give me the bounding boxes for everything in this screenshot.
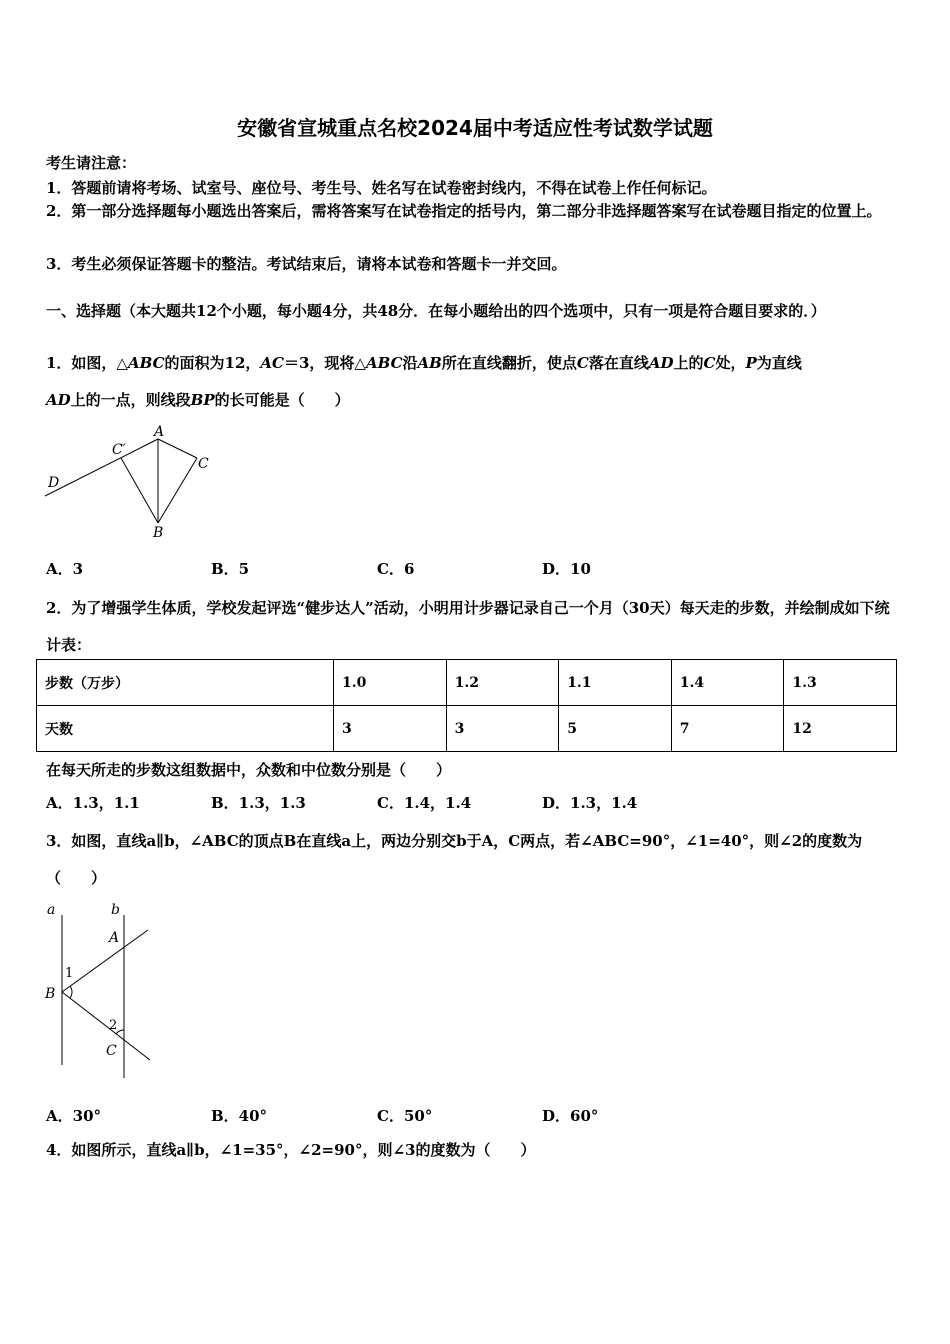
q2-days-cell: 3 bbox=[446, 706, 559, 752]
q1-text: 上的一点，则线段 bbox=[70, 391, 191, 409]
q2-option-a[interactable]: A．1.3，1.1 bbox=[46, 794, 140, 812]
notice-heading: 考生请注意： bbox=[46, 154, 137, 172]
q2-row1-label: 步数（万步） bbox=[37, 660, 334, 706]
q1-var: AB bbox=[417, 354, 442, 372]
q3-label-angle-1: 1 bbox=[65, 966, 74, 981]
q2-steps-cell: 1.4 bbox=[671, 660, 784, 706]
q1-option-c[interactable]: C．6 bbox=[377, 560, 415, 578]
q3-label-a-line: a bbox=[47, 902, 56, 918]
q1-label-b: B bbox=[153, 525, 164, 541]
q2-steps-cell: 1.0 bbox=[334, 660, 447, 706]
table-row bbox=[37, 706, 897, 752]
q3-label-b-line: b bbox=[111, 902, 120, 918]
q2-option-b[interactable]: B．1.3，1.3 bbox=[211, 794, 306, 812]
q1-line-ad bbox=[45, 439, 158, 496]
q1-var: AD bbox=[648, 354, 674, 372]
q3-option-b[interactable]: B．40° bbox=[211, 1107, 268, 1125]
q1-text: 上的 bbox=[673, 354, 704, 372]
q1-text: 落在直线 bbox=[588, 354, 649, 372]
q1-text: 1．如图，△ bbox=[46, 354, 128, 372]
q1-seg-cb bbox=[158, 458, 197, 523]
q1-label-a: A bbox=[154, 424, 165, 440]
q2-steps-cell: 1.2 bbox=[446, 660, 559, 706]
q3-text: 3．如图，直线a∥b，∠ABC的顶点B在直线a上，两边分别交b于A，C两点，若∠ABC=90°，∠1=40°，则∠2的度数为（ ） bbox=[46, 832, 863, 887]
q1-var: AC bbox=[260, 354, 284, 372]
q1-var: AD bbox=[46, 391, 71, 409]
q1-var: BP bbox=[190, 391, 215, 409]
q2-days-cell: 5 bbox=[559, 706, 672, 752]
q2-option-d[interactable]: D．1.3，1.4 bbox=[542, 794, 638, 812]
q2-text: 2．为了增强学生体质，学校发起评选“健步达人”活动，小明用计步器记录自己一个月（30天）每天走的步数，并绘制成如下统计表： bbox=[46, 599, 890, 654]
q1-var: ABC bbox=[127, 354, 165, 372]
q1-label-cprime: C′ bbox=[112, 442, 126, 458]
q4-text: 4．如图所示，直线a∥b，∠1=35°，∠2=90°，则∠3的度数为（ ） bbox=[46, 1141, 536, 1159]
q1-text: 处， bbox=[715, 354, 746, 372]
q3-label-c-point: C bbox=[106, 1043, 117, 1059]
q1-seg-cpb bbox=[121, 458, 158, 523]
q1-figure bbox=[40, 420, 220, 545]
table-row bbox=[37, 660, 897, 706]
q3-angle-1-arc bbox=[70, 986, 72, 998]
notice-item-3: 3．考生必须保证答题卡的整洁。考试结束后，请将本试卷和答题卡一并交回。 bbox=[46, 255, 567, 273]
q2-stats-table bbox=[36, 659, 897, 752]
q1-var: C bbox=[703, 354, 716, 372]
q1-text: 沿 bbox=[402, 354, 418, 372]
q2-question: 在每天所走的步数这组数据中，众数和中位数分别是（ ） bbox=[46, 761, 452, 779]
q1-option-a[interactable]: A．3 bbox=[46, 560, 84, 578]
q2-days-cell: 3 bbox=[334, 706, 447, 752]
q1-seg-ac bbox=[158, 439, 197, 458]
q3-option-c[interactable]: C．50° bbox=[377, 1107, 433, 1125]
q1-option-d[interactable]: D．10 bbox=[542, 560, 591, 578]
q1-text: 的长可能是（ ） bbox=[214, 391, 350, 409]
notice-item-1: 1．答题前请将考场、试室号、座位号、考生号、姓名写在试卷密封线内，不得在试卷上作任何标记。 bbox=[46, 179, 717, 197]
notice-item-2: 2．第一部分选择题每小题选出答案后，需将答案写在试卷指定的括号内，第二部分非选择题答案写在试卷题目指定的位置上。 bbox=[46, 202, 882, 220]
q1-text: 为直线 bbox=[756, 354, 802, 372]
q3-figure bbox=[40, 900, 160, 1085]
paper-title: 安徽省宣城重点名校2024届中考适应性考试数学试题 bbox=[237, 116, 713, 140]
q1-var: C bbox=[576, 354, 589, 372]
q1-text-line2 bbox=[46, 389, 350, 410]
q1-text: 的面积为12， bbox=[164, 354, 261, 372]
q2-option-c[interactable]: C．1.4，1.4 bbox=[377, 794, 472, 812]
section-heading: 一、选择题（本大题共12个小题，每小题4分，共48分．在每小题给出的四个选项中，只有一项是符合题目要求的．） bbox=[46, 302, 826, 320]
q3-label-angle-2: 2 bbox=[109, 1018, 118, 1033]
q2-row2-label: 天数 bbox=[37, 706, 334, 752]
q1-text-line1 bbox=[46, 352, 802, 373]
q2-days-cell: 12 bbox=[784, 706, 897, 752]
q3-option-a[interactable]: A．30° bbox=[46, 1107, 102, 1125]
q3-ray-ba bbox=[62, 930, 148, 992]
q2-steps-cell: 1.3 bbox=[784, 660, 897, 706]
q1-text: 所在直线翻折，使点 bbox=[441, 354, 577, 372]
q1-label-d: D bbox=[48, 475, 60, 491]
q3-option-d[interactable]: D．60° bbox=[542, 1107, 599, 1125]
q3-label-a-point: A bbox=[109, 930, 120, 946]
q2-steps-cell: 1.1 bbox=[559, 660, 672, 706]
q1-text: ＝3，现将△ bbox=[283, 354, 366, 372]
q1-option-b[interactable]: B．5 bbox=[211, 560, 250, 578]
q3-label-b-point: B bbox=[45, 986, 56, 1002]
q1-var: P bbox=[745, 354, 757, 372]
q1-var: ABC bbox=[365, 354, 403, 372]
q1-label-c: C bbox=[198, 456, 209, 472]
q2-days-cell: 7 bbox=[671, 706, 784, 752]
